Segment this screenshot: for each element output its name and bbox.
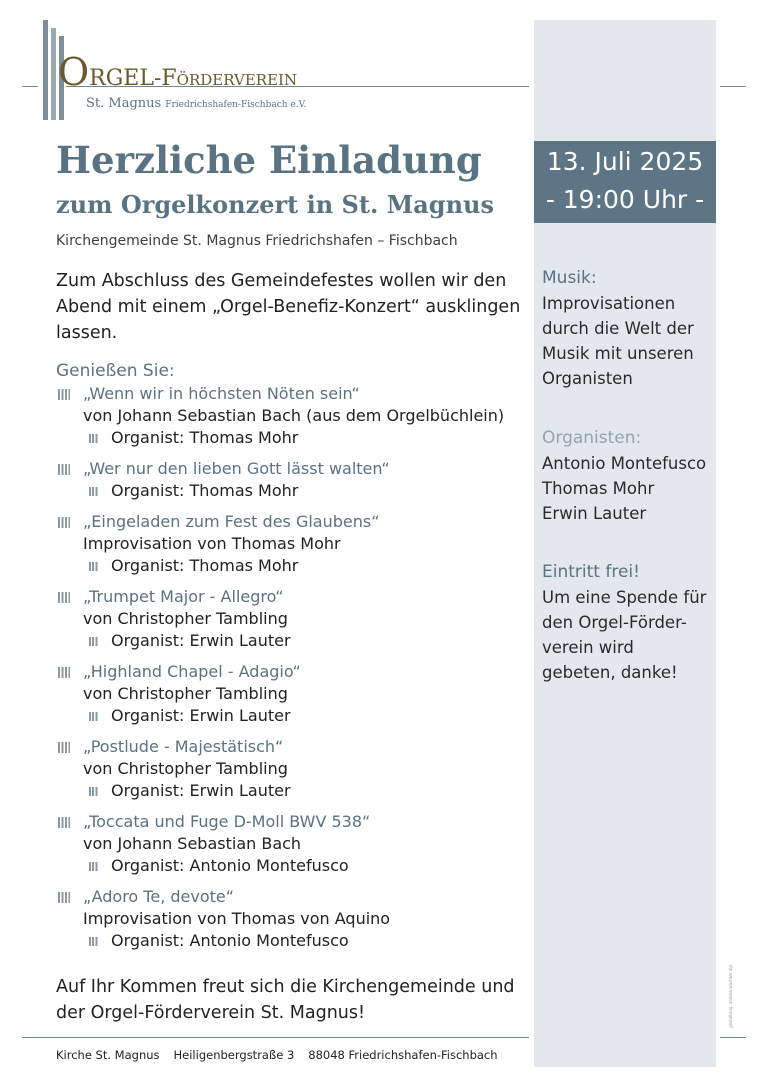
music-section [542, 266, 712, 391]
piece-composer: Improvisation von Thomas von Aquino [83, 909, 391, 928]
intro-text: Zum Abschluss des Gemeindefestes wollen wir den Abend mit einem „Orgel-Benefiz-Konzert“ ausklingen lassen. [56, 271, 521, 343]
piece-organist: Organist: Antonio Montefusco [111, 931, 349, 950]
logo [40, 18, 307, 122]
piece-title: „Wer nur den lieben Gott lässt walten“ [83, 459, 390, 478]
program-item [56, 811, 526, 877]
small-pipes-bullet-icon [89, 562, 98, 571]
logo-title-word-rest: ÖRDERVEREIN [176, 71, 298, 89]
top-rule-right [720, 86, 746, 87]
logo-title-part: RGEL- [89, 66, 162, 91]
entry-text: Um eine Spende für den Orgel-Förder-verein wird gebeten, danke! [542, 588, 707, 682]
program-list [56, 383, 526, 961]
bottom-rule-right [720, 1037, 746, 1038]
small-pipes-bullet-icon [89, 862, 98, 871]
program-item [56, 511, 526, 577]
program-item [56, 661, 526, 727]
footer-place: Kirche St. Magnus [56, 1048, 160, 1062]
design-credit: gestaltung: andrea wachter dip. [728, 963, 733, 1028]
piece-title: „Eingeladen zum Fest des Glaubens“ [83, 512, 380, 531]
piece-composer: Improvisation von Thomas Mohr [83, 534, 341, 553]
piece-title: „Trumpet Major - Allegro“ [83, 587, 284, 606]
logo-sub-small: Friedrichshafen-Fischbach e.V. [165, 100, 307, 110]
program-item [56, 886, 526, 952]
piece-composer: von Johann Sebastian Bach (aus dem Orgelbüchlein) [83, 406, 505, 425]
piece-organist: Organist: Thomas Mohr [111, 481, 299, 500]
piece-organist: Organist: Erwin Lauter [111, 631, 291, 650]
music-text: Improvisationen durch die Welt der Musik mit unseren Organisten [542, 294, 694, 388]
program-item [56, 383, 526, 449]
piece-title: „Postlude - Majestätisch“ [83, 737, 284, 756]
small-pipes-bullet-icon [89, 937, 98, 946]
piece-organist: Organist: Antonio Montefusco [111, 856, 349, 875]
pipes-bullet-icon [58, 389, 70, 400]
page-subtitle: zum Orgelkonzert in St. Magnus [56, 190, 494, 219]
small-pipes-bullet-icon [89, 434, 98, 443]
piece-composer: von Christopher Tambling [83, 609, 288, 628]
closing-text: Auf Ihr Kommen freut sich die Kirchengemeinde und der Orgel-Förderverein St. Magnus! [56, 977, 515, 1023]
logo-title [58, 50, 297, 94]
top-rule-left [22, 86, 38, 87]
piece-composer: von Christopher Tambling [83, 759, 288, 778]
piece-organist: Organist: Erwin Lauter [111, 706, 291, 725]
program-item [56, 458, 526, 502]
logo-title-word-initial: F [161, 66, 177, 91]
organist-name: Thomas Mohr [542, 479, 655, 498]
piece-composer: von Christopher Tambling [83, 684, 288, 703]
piece-organist: Organist: Thomas Mohr [111, 428, 299, 447]
piece-title: „Toccata und Fuge D-Moll BWV 538“ [83, 812, 371, 831]
pipes-bullet-icon [58, 817, 70, 828]
program-item [56, 586, 526, 652]
event-date-box [534, 141, 716, 223]
small-pipes-bullet-icon [89, 787, 98, 796]
small-pipes-bullet-icon [89, 637, 98, 646]
program-heading: Genießen Sie: [56, 361, 175, 381]
piece-composer: von Johann Sebastian Bach [83, 834, 302, 853]
pipes-bullet-icon [58, 592, 70, 603]
organist-name: Erwin Lauter [542, 504, 647, 523]
pipes-bullet-icon [58, 742, 70, 753]
pipes-bullet-icon [58, 892, 70, 903]
program-item [56, 736, 526, 802]
footer-city: 88048 Friedrichshafen-Fischbach [308, 1048, 498, 1062]
event-time: - 19:00 Uhr - [545, 185, 705, 214]
entry-section [542, 560, 712, 685]
bottom-rule [22, 1037, 529, 1038]
page-title: Herzliche Einladung [56, 138, 482, 182]
footer-address [56, 1048, 512, 1062]
piece-organist: Organist: Erwin Lauter [111, 781, 291, 800]
event-date: 13. Juli 2025 [546, 147, 704, 176]
small-pipes-bullet-icon [89, 712, 98, 721]
pipes-bullet-icon [58, 517, 70, 528]
organist-name: Antonio Montefusco [542, 454, 707, 473]
music-heading: Musik: [542, 268, 597, 288]
pipes-bullet-icon [58, 464, 70, 475]
small-pipes-bullet-icon [89, 487, 98, 496]
organists-heading: Organisten: [542, 428, 642, 448]
logo-sub-main: St. Magnus [86, 96, 162, 111]
pipes-bullet-icon [58, 667, 70, 678]
entry-heading: Eintritt frei! [542, 562, 640, 582]
logo-initial: O [58, 50, 90, 94]
piece-organist: Organist: Thomas Mohr [111, 556, 299, 575]
footer-street: Heiligenbergstraße 3 [173, 1048, 295, 1062]
logo-subtitle [86, 92, 306, 111]
organists-section [542, 426, 712, 526]
piece-title: „Wenn wir in höchsten Nöten sein“ [83, 384, 360, 403]
parish-line: Kirchengemeinde St. Magnus Friedrichshafen – Fischbach [56, 233, 458, 249]
piece-title: „Highland Chapel - Adagio“ [83, 662, 301, 681]
piece-title: „Adoro Te, devote“ [83, 887, 235, 906]
